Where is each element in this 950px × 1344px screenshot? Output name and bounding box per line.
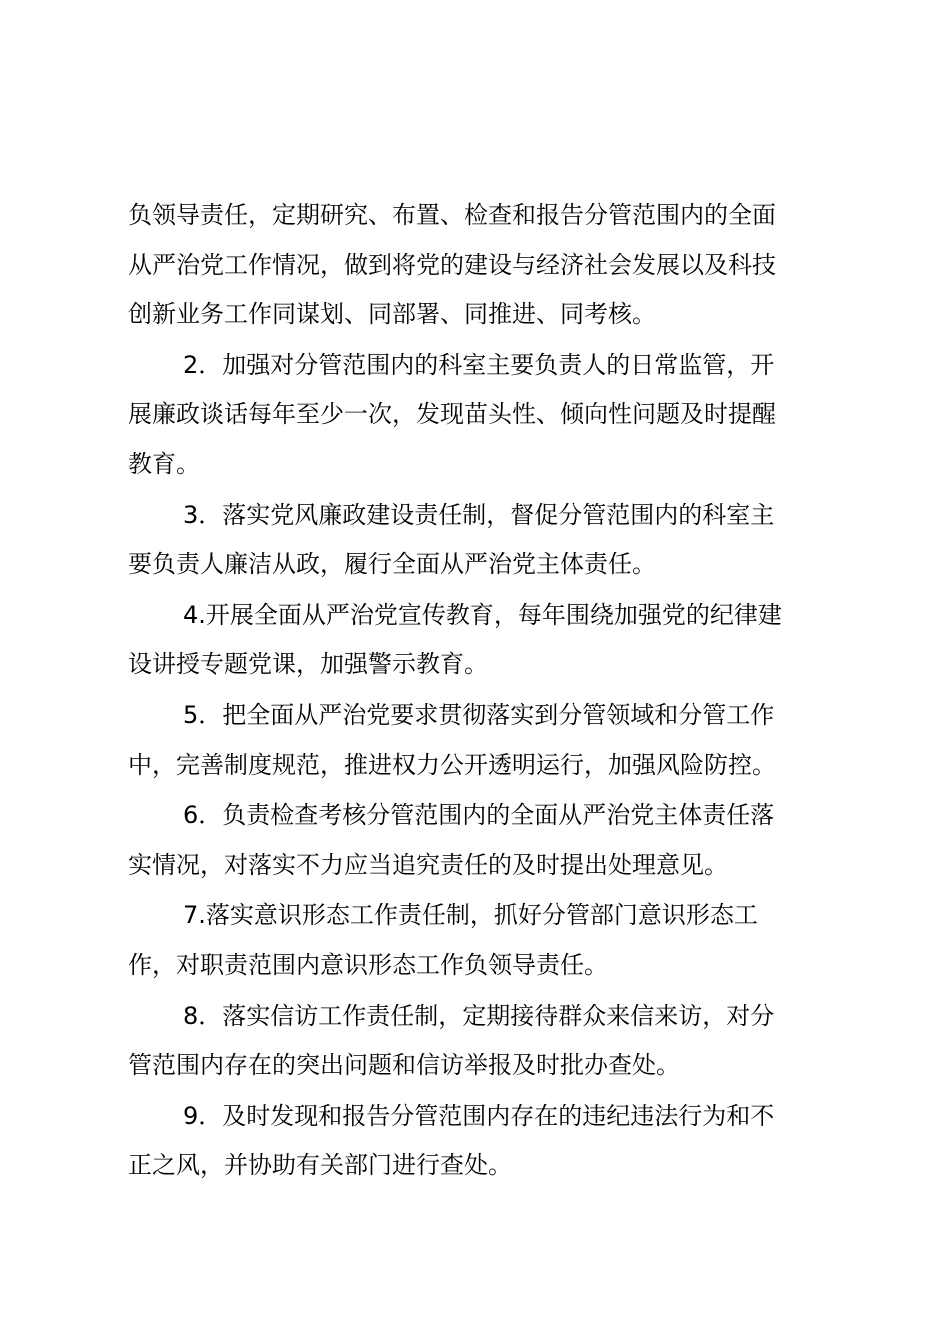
text-line: 2．加强对分管范围内的科室主要负责人的日常监管，开 xyxy=(183,350,775,379)
text-line: 教育。 xyxy=(128,449,200,478)
paragraph-item-2 xyxy=(128,341,828,490)
text-line: 7.落实意识形态工作责任制，抓好分管部门意识形态工 xyxy=(183,901,758,930)
paragraph-item-5 xyxy=(128,691,828,790)
text-line: 8．落实信访工作责任制，定期接待群众来信来访，对分 xyxy=(183,1001,775,1030)
text-line: 4.开展全面从严治党宣传教育，每年围绕加强党的纪律建 xyxy=(183,600,782,629)
text-line: 展廉政谈话每年至少一次，发现苗头性、倾向性问题及时提醒 xyxy=(128,400,776,429)
paragraph-continued xyxy=(128,191,828,340)
text-line: 5．把全面从严治党要求贯彻落实到分管领域和分管工作 xyxy=(183,700,775,729)
text-line: 要负责人廉洁从政，履行全面从严治党主体责任。 xyxy=(128,550,656,579)
text-line: 作，对职责范围内意识形态工作负领导责任。 xyxy=(128,950,608,979)
text-line: 管范围内存在的突出问题和信访举报及时批办查处。 xyxy=(128,1051,680,1080)
text-line: 实情况，对落实不力应当追究责任的及时提出处理意见。 xyxy=(128,850,728,879)
paragraph-item-7 xyxy=(128,891,828,990)
document-body xyxy=(128,191,828,1192)
text-line: 负领导责任，定期研究、布置、检查和报告分管范围内的全面 xyxy=(128,201,776,229)
text-line: 中，完善制度规范，推进权力公开透明运行，加强风险防控。 xyxy=(128,750,776,779)
text-line: 设讲授专题党课，加强警示教育。 xyxy=(128,650,488,679)
text-line: 正之风，并协助有关部门进行查处。 xyxy=(128,1151,512,1180)
paragraph-item-8 xyxy=(128,992,828,1091)
text-line: 9．及时发现和报告分管范围内存在的违纪违法行为和不 xyxy=(183,1101,775,1130)
paragraph-item-9 xyxy=(128,1092,828,1191)
text-line: 创新业务工作同谋划、同部署、同推进、同考核。 xyxy=(128,300,656,329)
paragraph-item-4 xyxy=(128,591,828,690)
text-line: 6．负责检查考核分管范围内的全面从严治党主体责任落 xyxy=(183,801,775,830)
paragraph-item-6 xyxy=(128,791,828,890)
text-line: 从严治党工作情况，做到将党的建设与经济社会发展以及科技 xyxy=(128,250,776,279)
paragraph-item-3 xyxy=(128,491,828,590)
text-line: 3．落实党风廉政建设责任制，督促分管范围内的科室主 xyxy=(183,500,775,529)
